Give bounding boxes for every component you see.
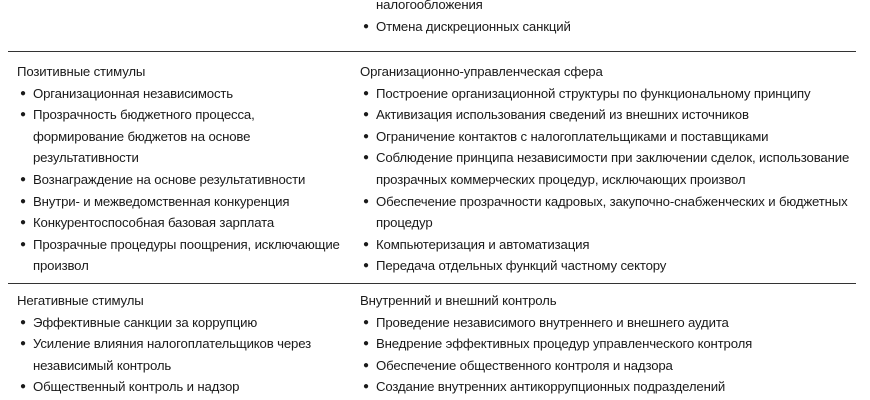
- section-heading: Позитивные стимулы: [17, 64, 146, 79]
- list-item-text: Компьютеризация и автоматизация: [376, 236, 590, 252]
- list-item-text: Вознаграждение на основе результативности: [33, 171, 306, 187]
- bullet-icon: ●: [363, 109, 369, 121]
- list-item: [17, 312, 347, 334]
- bullet-icon: ●: [20, 338, 26, 350]
- negative-incentives-cell: [17, 290, 347, 398]
- top-row-continuation: [363, 0, 856, 37]
- row-divider: [8, 51, 856, 52]
- list-item-text: Проведение независимого внутреннего и внешнего аудита: [376, 314, 729, 330]
- list-item: [360, 83, 855, 105]
- list-item: [360, 126, 855, 148]
- list-item: [17, 234, 347, 277]
- bullet-icon: ●: [363, 338, 369, 350]
- positive-incentives-cell: [17, 61, 347, 277]
- list-item-text: Внутри- и межведомственная конкуренция: [33, 193, 290, 209]
- bullet-icon: ●: [363, 238, 369, 250]
- list-item: [360, 355, 855, 377]
- list-item: [17, 376, 347, 398]
- list-item-text: Эффективные санкции за коррупцию: [33, 314, 258, 330]
- organizational-sphere-cell: [360, 61, 855, 277]
- list-item-text: Создание внутренних антикоррупционных подразделений: [376, 379, 726, 395]
- list-item: [360, 147, 855, 190]
- row-divider: [8, 283, 856, 284]
- continued-item-text: налогообложения: [376, 0, 483, 12]
- list-item: [17, 83, 347, 105]
- bullet-icon: ●: [20, 381, 26, 393]
- list-item-text: Отмена дискреционных санкций: [376, 18, 571, 34]
- section-heading: Внутренний и внешний контроль: [360, 293, 557, 308]
- list-item: [17, 212, 347, 234]
- list-item-text: Активизация использования сведений из внешних источников: [376, 107, 749, 123]
- bullet-icon: ●: [363, 260, 369, 272]
- list-item-text: Передача отдельных функций частному сектору: [376, 258, 667, 274]
- bullet-icon: ●: [20, 173, 26, 185]
- list-item-text: Обеспечение прозрачности кадровых, закупочно-снабженческих и бюджетных процедур: [376, 193, 848, 231]
- bullet-icon: ●: [363, 359, 369, 371]
- list-item-text: Ограничение контактов с налогоплательщиками и поставщиками: [376, 128, 769, 144]
- bullet-list: [360, 312, 855, 398]
- list-item: [360, 234, 855, 256]
- list-item: [363, 16, 856, 38]
- bullet-list: [17, 312, 347, 398]
- list-item-text: Внедрение эффективных процедур управленческого контроля: [376, 336, 753, 352]
- list-item: [360, 333, 855, 355]
- bullet-icon: ●: [363, 152, 369, 164]
- bullet-icon: ●: [363, 381, 369, 393]
- list-item: [360, 255, 855, 277]
- list-item: [17, 169, 347, 191]
- list-item-text: Прозрачность бюджетного процесса, формирование бюджетов на основе результативности: [33, 107, 255, 166]
- list-item-text: Усиление влияния налогоплательщиков через независимый контроль: [33, 336, 311, 373]
- bullet-icon: ●: [363, 87, 369, 99]
- list-item-text: Организационная независимость: [33, 85, 234, 101]
- bullet-icon: ●: [363, 130, 369, 142]
- bullet-icon: ●: [20, 109, 26, 121]
- bullet-list: [360, 83, 855, 277]
- list-item: [360, 376, 855, 398]
- bullet-icon: ●: [20, 87, 26, 99]
- list-item-text: Обеспечение общественного контроля и надзора: [376, 357, 673, 373]
- list-item: [360, 104, 855, 126]
- bullet-icon: ●: [363, 316, 369, 328]
- list-item-text: Построение организационной структуры по функциональному принципу: [376, 85, 811, 101]
- bullet-icon: ●: [363, 20, 369, 32]
- list-item-text: Соблюдение принципа независимости при заключении сделок, использование прозрачных коммерческих процедур, исключающих произвол: [376, 150, 850, 187]
- list-item: [360, 312, 855, 334]
- section-heading: Организационно-управленческая сфера: [360, 64, 603, 79]
- internal-external-control-cell: [360, 290, 855, 398]
- list-item-text: Прозрачные процедуры поощрения, исключающие произвол: [33, 236, 340, 274]
- bullet-list: [17, 83, 347, 277]
- list-item: [360, 191, 855, 234]
- bullet-icon: ●: [363, 195, 369, 207]
- bullet-icon: ●: [20, 316, 26, 328]
- bullet-icon: ●: [20, 195, 26, 207]
- bullet-icon: ●: [20, 217, 26, 229]
- list-item-text: Общественный контроль и надзор: [33, 379, 240, 395]
- list-item: [17, 104, 347, 169]
- section-heading: Негативные стимулы: [17, 293, 144, 308]
- list-item: [17, 191, 347, 213]
- list-item: [17, 333, 347, 376]
- bullet-icon: ●: [20, 238, 26, 250]
- list-item-text: Конкурентоспособная базовая зарплата: [33, 215, 275, 231]
